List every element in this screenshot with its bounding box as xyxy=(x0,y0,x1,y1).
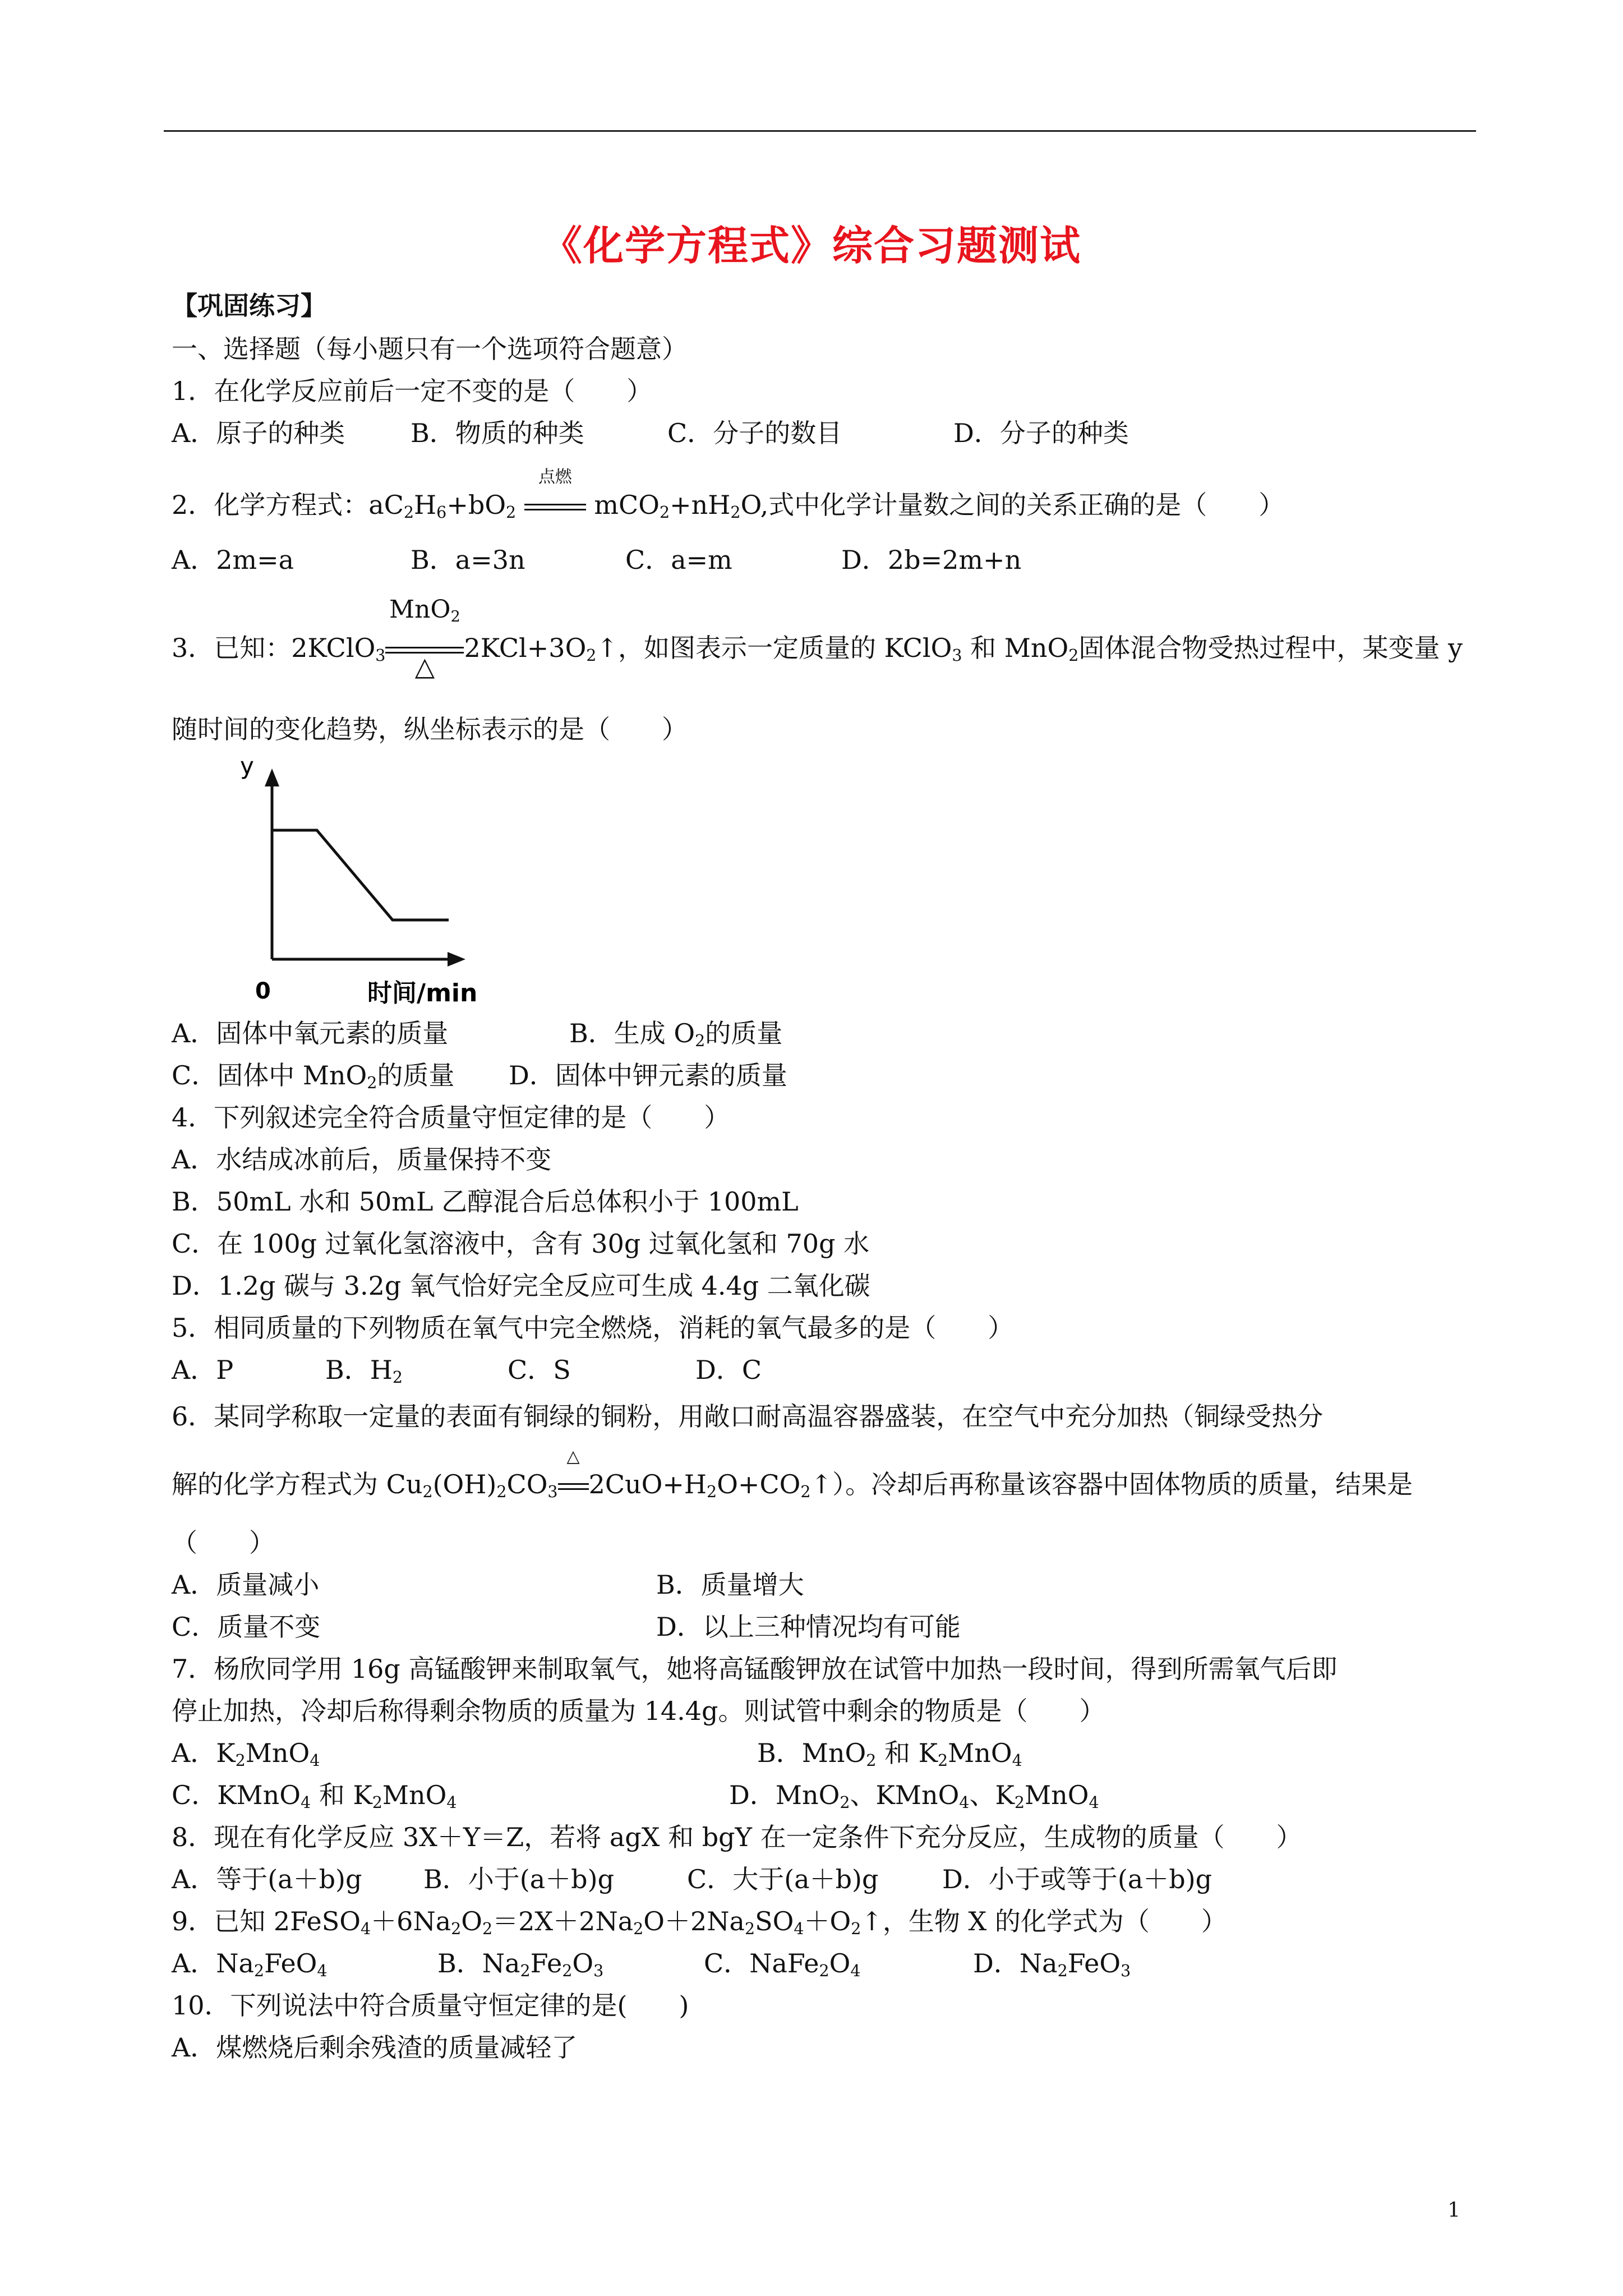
q4-option-a: A．水结成冰前后，质量保持不变 xyxy=(172,1144,552,1175)
graph-y-label: y xyxy=(240,752,254,780)
graph-y-arrow xyxy=(265,769,279,786)
q7-option-a: A．$K_2MnO_4$ xyxy=(172,1738,320,1770)
q9-option-b: B．$Na_2Fe_2O_3$ xyxy=(437,1948,604,1981)
graph-x-arrow xyxy=(448,952,465,967)
q8-option-b: B．小于(a＋b)g xyxy=(423,1864,615,1894)
q4-option-d: D．1.2g 碳与 3.2g 氧气恰好完全反应可生成 4.4g 二氧化碳 xyxy=(172,1271,870,1301)
header-rule xyxy=(164,130,1476,132)
q3-option-c: C．固体中 MnO$_2$的质量 xyxy=(172,1060,455,1093)
q2-option-c: C．a=m xyxy=(625,545,732,575)
q3-stem-continued: 随时间的变化趋势，纵坐标表示的是（ ） xyxy=(172,714,688,744)
q8-stem: 8．现在有化学反应 3X＋Y＝Z，若将 agX 和 bgY 在一定条件下充分反应，生成物的质量（ ） xyxy=(172,1822,1302,1852)
q6-option-a: A．质量减小 xyxy=(172,1570,320,1600)
q9-option-c: C．$NaFe_2O_4$ xyxy=(704,1948,861,1981)
q3-condition: MnO$_2$ △ xyxy=(385,631,464,665)
q6-paren: （ ） xyxy=(172,1527,275,1558)
q1-option-d: D．分子的种类 xyxy=(953,418,1129,448)
q5-option-b: B．$H_2$ xyxy=(325,1355,403,1387)
q6-option-b: B．质量增大 xyxy=(656,1570,804,1600)
q1-option-c: C．分子的数目 xyxy=(667,418,842,448)
q7-stem-continued: 停止加热，冷却后称得剩余物质的质量为 14.4g。则试管中剩余的物质是（ ） xyxy=(172,1696,1105,1726)
page-number: 1 xyxy=(1447,2199,1460,2222)
page-title: 《化学方程式》综合习题测试 xyxy=(541,222,1081,269)
graph-x-label: 时间/min xyxy=(367,979,478,1007)
graph-origin-label: 0 xyxy=(255,978,271,1004)
q4-option-c: C．在 100g 过氧化氢溶液中，含有 30g 过氧化氢和 70g 水 xyxy=(172,1228,870,1259)
q8-option-c: C．大于(a＋b)g xyxy=(687,1864,879,1894)
q10-option-a: A．煤燃烧后剩余残渣的质量减轻了 xyxy=(172,2032,578,2063)
graph-curve xyxy=(272,830,449,920)
part-heading: 一、选择题（每小题只有一个选项符合题意） xyxy=(172,334,688,364)
q2-option-a: A．2m=a xyxy=(172,545,294,575)
q8-option-d: D．小于或等于(a＋b)g xyxy=(942,1864,1212,1894)
q2-option-d: D．2b=2m+n xyxy=(841,545,1022,575)
q3-option-d: D．固体中钾元素的质量 xyxy=(509,1060,787,1091)
q9-option-a: A．$Na_2FeO_4$ xyxy=(172,1948,328,1981)
q9-option-d: D．$Na_2FeO_3$ xyxy=(973,1948,1131,1981)
q6-stem: 6．某同学称取一定量的表面有铜绿的铜粉，用敞口耐高温容器盛装，在空气中充分加热（铜绿受热分 xyxy=(172,1401,1324,1432)
q1-option-a: A．原子的种类 xyxy=(172,418,345,448)
q3-stem: 3．已知：2KClO$_3$ MnO$_2$ △ $2KCl+3O_2↑$，如图表示一定质量的 KClO$_3$ 和 MnO$_2$固体混合物受热过程中，某变量 y xyxy=(172,595,1463,682)
q8-option-a: A．等于(a＋b)g xyxy=(172,1864,362,1894)
q3-graph xyxy=(224,752,505,1010)
q2-condition: 点燃 xyxy=(524,488,586,522)
q10-stem: 10．下列说法中符合质量守恒定律的是( ) xyxy=(172,1990,689,2021)
q7-option-c: C．KMnO$_4$ 和 $K_2MnO_4$ xyxy=(172,1780,457,1812)
q2-stem: 2．化学方程式：$aC_2H_6+bO_2$ 点燃 $mCO_2+nH_2O$,式中化学计量数之间的关系正确的是（ ） xyxy=(172,467,1285,522)
q6-condition: △ xyxy=(558,1467,589,1501)
q5-option-d: D．C xyxy=(695,1355,762,1385)
q4-stem: 4．下列叙述完全符合质量守恒定律的是（ ） xyxy=(172,1102,730,1133)
q6-stem-continued: 解的化学方程式为 $Cu_2(OH)_2CO_3$ △ $2CuO+H_2O+CO_2↑$）。冷却后再称量该容器中固体物质的质量，结果是 xyxy=(172,1447,1413,1502)
q3-option-a: A．固体中氧元素的质量 xyxy=(172,1018,449,1048)
q1-stem: 1．在化学反应前后一定不变的是（ ） xyxy=(172,376,653,406)
q4-option-b: B．50mL 水和 50mL 乙醇混合后总体积小于 100mL xyxy=(172,1186,799,1217)
q7-stem: 7．杨欣同学用 16g 高锰酸钾来制取氧气，她将高锰酸钾放在试管中加热一段时间，得到所需氧气后即 xyxy=(172,1654,1338,1684)
q7-option-b: B．MnO$_2$ 和 $K_2MnO_4$ xyxy=(757,1738,1022,1770)
q2-option-b: B．a=3n xyxy=(411,545,525,575)
q1-option-b: B．物质的种类 xyxy=(411,418,584,448)
q6-option-d: D．以上三种情况均有可能 xyxy=(656,1612,961,1642)
q5-option-c: C．S xyxy=(508,1355,571,1385)
q5-option-a: A．P xyxy=(172,1355,234,1385)
section-heading: 【巩固练习】 xyxy=(172,291,326,321)
q5-stem: 5．相同质量的下列物质在氧气中完全燃烧，消耗的氧气最多的是（ ） xyxy=(172,1313,1014,1343)
q3-option-b: B．生成 $O_2$的质量 xyxy=(569,1018,783,1051)
q9-stem: 9．已知 $2FeSO_4+6Na_2O_2=2X+2Na_2O+2Na_2SO_4+O_2↑$，生物 X 的化学式为（ ） xyxy=(172,1906,1227,1939)
q6-option-c: C．质量不变 xyxy=(172,1612,321,1642)
q7-option-d: D．MnO$_2$、KMnO$_4$、$K_2MnO_4$ xyxy=(729,1780,1099,1812)
